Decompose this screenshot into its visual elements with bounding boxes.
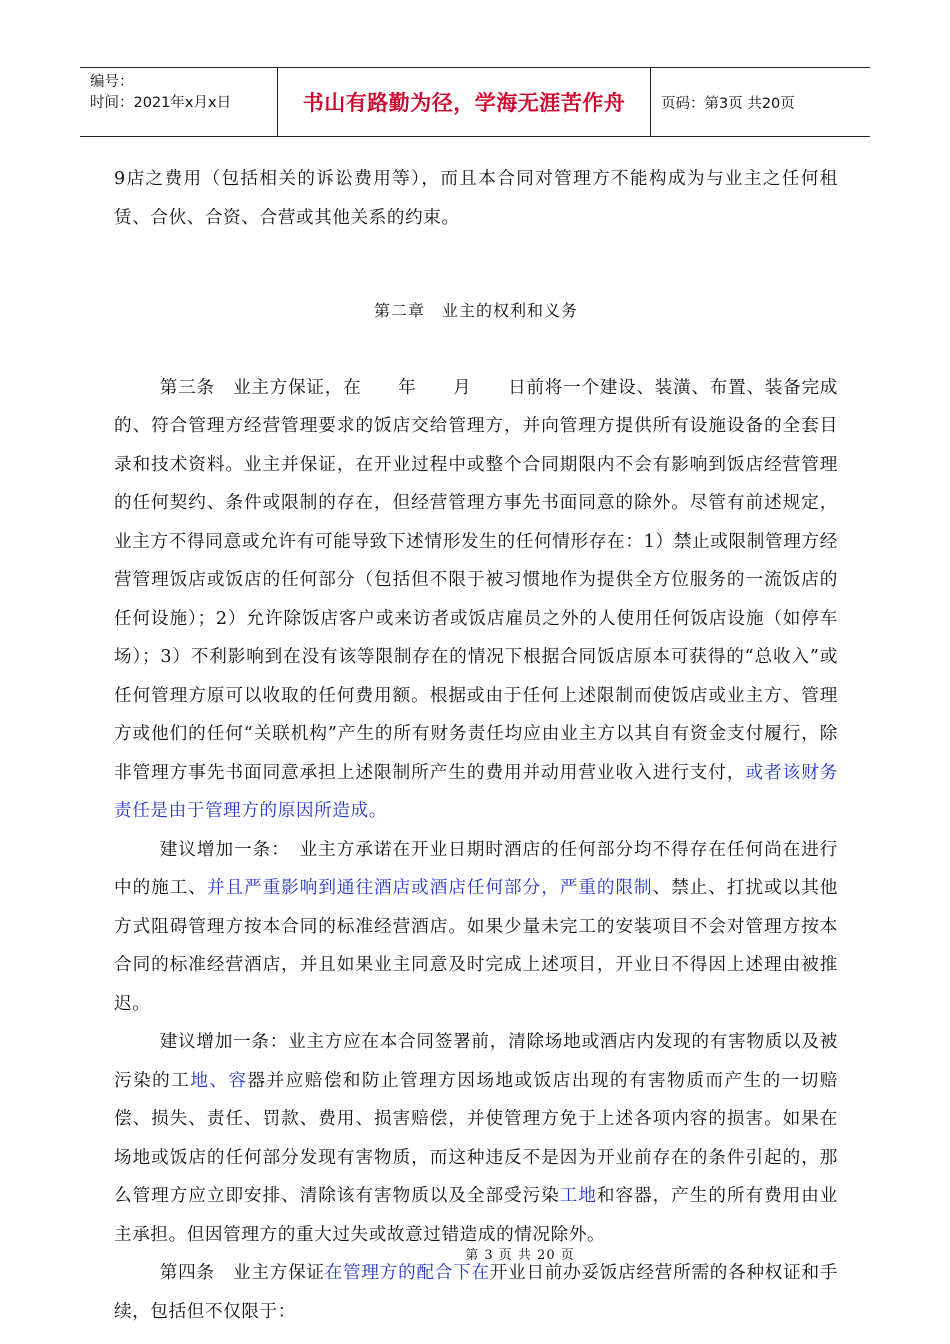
suggestion-1-paragraph [114,831,838,1024]
paragraph-continuation: 9店之费用（包括相关的诉讼费用等），而且本合同对管理方不能构成为与业主之任何租赁、合伙、合资、合营或其他关系的约束。 [114,169,838,228]
article-3-paragraph [114,369,838,831]
article-4-text-b: 开业日前办妥饭店经营所需的各种权证和手续，包括但不仅限于： [114,1263,838,1322]
suggestion-1-text-a: 建议增加一条： 业主方承诺在开业日期时酒店的任何部分均不得存在任何尚在进行中的施工、 [114,839,838,898]
suggestion-2-paragraph [114,1023,838,1254]
doc-number-label: 编号： [90,74,134,90]
header-page-info: 页码：第3页 共20页 [661,95,795,112]
suggestion-1-text-b: 、禁止、打扰或以其他方式阻碍管理方按本合同的标准经营酒店。如果少量未完工的安装项目不会对管理方按本合同的标准经营酒店，并且如果业主同意及时完成上述项目，开业日不得因上述理由被推迟。 [114,878,838,1014]
suggestion-2-text-b: 器并应赔偿和防止管理方因场地或饭店出现的有害物质而产生的一切赔偿、损失、责任、罚款、费用、损害赔偿，并使管理方免于上述各项内容的损害。如果在场地或饭店的任何部分发现有害物质，而这种违反不是因为开业前存在的条件引起的，那么管理方应立即安排、清除该有害物质以及全部受污染 [114,1070,838,1206]
suggestion-2-revision-2: 工地 [559,1186,597,1206]
article-4-text-a: 第四条 业主方保证 [159,1263,325,1283]
suggestion-2-revision-1: 地、容 [190,1070,248,1091]
doc-date-label: 时间：2021年x月x日 [90,95,232,111]
header-meta [80,68,278,136]
document-body [114,160,838,1331]
suggestion-2-text-a: 建议增加一条：业主方应在本合同签署前，清除场地或酒店内发现的有害物质以及被污染的工 [114,1032,838,1091]
article-3-text: 第三条 业主方保证，在 年 月 日前将一个建设、装潢、布置、装备完成的、符合管理方经营管理要求的饭店交给管理方，并向管理方提供所有设施设备的全套目录和技术资料。业主并保证，在开业过程中或整个合同期限内不会有影响到饭店经营管理的任何契约、条件或限制的存在，但经营管理方事先书面同意的除外。尽管有前述规定，业主方不得同意或允许有可能导致下述情形发生的任何情形存在：1）禁止或限制管理方经营管理饭店或饭店的任何部分（包括但不限于被习惯地作为提供全方位服务的一流饭店的任何设施）；2）允许除饭店客户或来访者或饭店雇员之外的人使用任何饭店设施（如停车场）；3）不利影响到在没有该等限制存在的情况下根据合同饭店原本可获得的“总收入”或任何管理方原可以收取的任何费用额。根据或由于任何上述限制而使饭店或业主方、管理方或他们的任何“关联机构”产生的所有财务责任均应由业主方以其自有资金支付履行，除非管理方事先书面同意承担上述限制所产生的费用并动用营业收入进行支付， [114,377,838,783]
article-4-revision: 在管理方的配合下在 [324,1263,490,1283]
article-3-revision: 或者该财务责任是由于管理方的原因所造成。 [114,762,838,821]
suggestion-1-revision: 并且严重影响到通往酒店或酒店任何部分，严重的限制 [206,878,653,898]
chapter-title: 第二章 业主的权利和义务 [373,301,578,320]
header-motto: 书山有路勤为径，学海无涯苦作舟 [278,68,651,136]
suggestion-2-text-c: 和容器，产生的所有费用由业主承担。但因管理方的重大过失或故意过错造成的情况除外。 [114,1186,838,1245]
article-4-paragraph [114,1254,838,1331]
page-footer: 第 3 页 共 20 页 [465,1248,575,1263]
page-header [80,67,870,137]
